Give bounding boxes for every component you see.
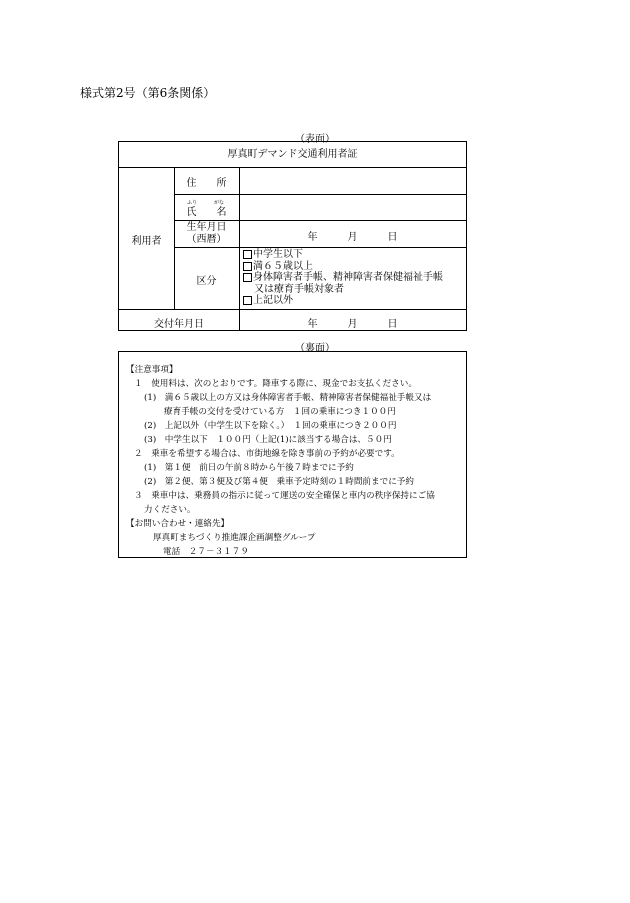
note-2-2: (2) 第２便、第３便及び第４便 乗車予定時刻の１時間前までに予約: [144, 477, 414, 487]
checkbox-icon[interactable]: [243, 250, 252, 259]
front-card: [118, 141, 467, 331]
birth-label: [174, 222, 239, 246]
note-2: ２ 乗車を希望する場合は、市街地線を除き事前の予約が必要です。: [134, 449, 400, 459]
checkbox-icon[interactable]: [243, 296, 252, 305]
name-label: 氏 名: [186, 207, 227, 218]
checkbox-icon[interactable]: [243, 262, 252, 271]
birth-value: 年 月 日: [307, 232, 398, 243]
front-caption: （表面）: [295, 134, 335, 145]
divider-category: [119, 309, 466, 310]
note-1-1: (1) 満６５歳以上の方又は身体障害者手帳、精神障害者保健福祉手帳又は: [144, 393, 432, 403]
note-3-cont: 力ください。: [144, 505, 196, 515]
divider-birth: [174, 247, 466, 248]
notes-heading: 【注意事項】: [126, 365, 178, 375]
category-option-other[interactable]: 上記以外: [243, 295, 443, 307]
contact-phone: 電話 ２７－３１７９: [163, 547, 249, 557]
name-field[interactable]: [239, 195, 466, 220]
name-ruby-left: ふり: [187, 200, 198, 206]
back-caption: （裏面）: [295, 343, 335, 354]
address-label: 住 所: [186, 178, 227, 189]
issue-label: 交付年月日: [154, 319, 204, 330]
note-2-1: (1) 第１便 前日の午前８時から午後７時までに予約: [144, 463, 354, 473]
note-1-3: (3) 中学生以下 １００円（上記(1)に該当する場合は、５０円: [144, 435, 392, 445]
category-label: 区分: [196, 276, 217, 287]
note-1-1-cont: 療育手帳の交付を受けている方 １回の乗車につき１００円: [164, 407, 396, 417]
birth-label-line2: （西暦）: [186, 234, 227, 245]
back-card: [118, 351, 467, 558]
card-title: 厚真町デマンド交通利用者証: [119, 142, 466, 168]
birth-label-line1: 生年月日: [186, 222, 227, 233]
issue-value: 年 月 日: [307, 319, 398, 330]
note-1-2: (2) 上記以外（中学生以下を除く。） １回の乗車につき２００円: [144, 421, 397, 431]
checkbox-icon[interactable]: [243, 273, 252, 282]
category-options: [243, 249, 443, 307]
note-1: １ 使用料は、次のとおりです。降車する際に、現金でお支払ください。: [134, 379, 417, 389]
note-3: ３ 乗車中は、乗務員の指示に従って運送の安全確保と車内の秩序保持にご協: [134, 491, 435, 501]
contact-heading: 【お問い合わせ・連絡先】: [126, 519, 230, 529]
form-number: 様式第2号（第6条関係）: [80, 86, 216, 100]
category-option-disability-cont: 又は療育手帳対象者: [254, 283, 344, 295]
category-option-junior-high[interactable]: 中学生以下: [243, 249, 443, 261]
contact-department: 厚真町まちづくり推進課企画調整グループ: [153, 533, 316, 543]
user-label: 利用者: [131, 236, 162, 247]
address-field[interactable]: [239, 168, 466, 193]
category-option-disability[interactable]: 身体障害者手帳、精神障害者保健福祉手帳: [243, 272, 443, 284]
name-ruby-right: がな: [214, 200, 225, 206]
divider-name: [174, 220, 466, 221]
category-option-65-plus[interactable]: 満６５歳以上: [243, 261, 443, 273]
